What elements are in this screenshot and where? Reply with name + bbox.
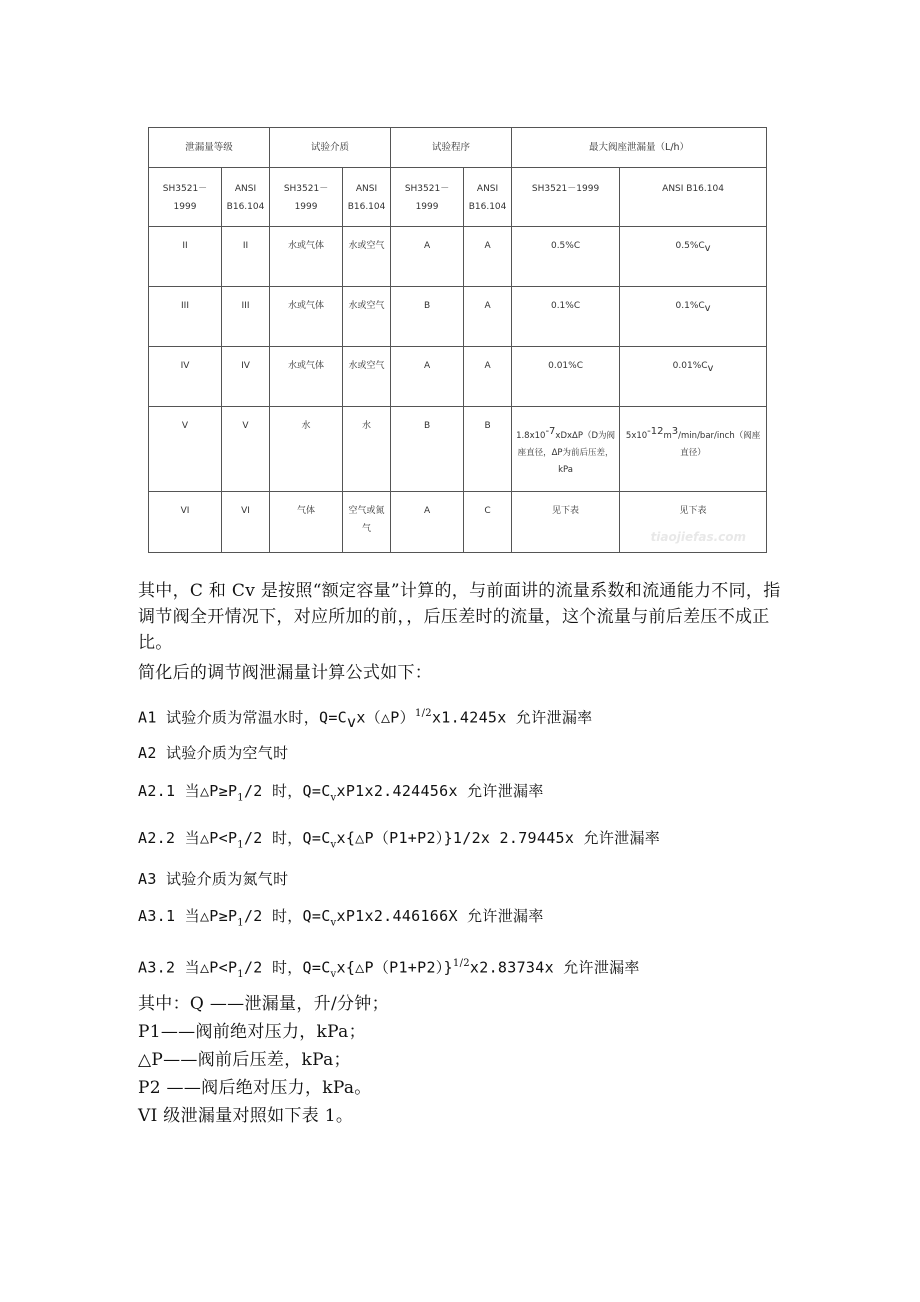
formula-part: /min/bar/inch（阀座直径） (678, 430, 761, 458)
cell-leak-ansi-text: 0.01%C (672, 361, 708, 371)
paragraph-formula-intro: 简化后的调节阀泄漏量计算公式如下： (138, 663, 433, 683)
cell-leak-ansi-text: 0.5%C (675, 241, 705, 251)
paragraph-vi-reference: VI 级泄漏量对照如下表 1。 (138, 1106, 354, 1126)
cell-leak-ansi (620, 407, 767, 492)
cell-procedure-ansi: A (464, 227, 512, 287)
cell-medium-sh: 水或气体 (270, 287, 343, 347)
cell-medium-ansi: 水或空气 (343, 347, 391, 407)
cell-procedure-sh: A (391, 227, 464, 287)
cell-procedure-sh: B (391, 287, 464, 347)
cell-medium-ansi: 空气或氮气 (343, 492, 391, 553)
subheader-ansi: ANSI B16.104 (343, 168, 391, 227)
cv-subscript: v (347, 713, 357, 732)
cell-medium-sh: 水或气体 (270, 347, 343, 407)
formula-exponent: 3 (671, 426, 679, 437)
subheader-row (149, 168, 767, 227)
header-procedure: 试验程序 (391, 128, 512, 168)
formula-subscript: 1 (237, 792, 244, 804)
header-medium: 试验介质 (270, 128, 391, 168)
cell-medium-ansi: 水 (343, 407, 391, 492)
cell-procedure-sh: A (391, 492, 464, 553)
cell-grade-sh: III (149, 287, 222, 347)
formula-part: 1.8x10 (516, 430, 546, 441)
cell-grade-ansi: III (222, 287, 270, 347)
formula-text: /2 时，Q=C (243, 958, 331, 977)
subheader-ansi: ANSI B16.104 (464, 168, 512, 227)
cv-subscript: v (330, 792, 337, 804)
formula-a2-2 (138, 827, 660, 856)
cell-leak-sh: 见下表 (512, 492, 620, 553)
formula-part: m (663, 430, 672, 441)
leakage-class-table (148, 127, 767, 553)
formula-subscript: 1 (237, 969, 244, 981)
cell-leak-ansi (620, 227, 767, 287)
subheader-sh: SH3521－1999 (391, 168, 464, 227)
formula-subscript: 1 (237, 839, 244, 851)
header-grade: 泄漏量等级 (149, 128, 270, 168)
formula-exponent: -12 (647, 426, 664, 437)
table-row (149, 347, 767, 407)
cell-grade-sh: VI (149, 492, 222, 553)
table-row (149, 227, 767, 287)
formula-exponent: 1/2 (414, 708, 432, 719)
formula-a3-2 (138, 953, 640, 986)
header-max-leak: 最大阀座泄漏量（L/h） (512, 128, 767, 168)
cell-grade-ansi: II (222, 227, 270, 287)
formula-text: /2 时，Q=C (243, 782, 331, 800)
cell-leak-sh: 0.1%C (512, 287, 620, 347)
formula-text: xP1x2.446166X 允许泄漏率 (336, 907, 544, 925)
formula-text: /2 时，Q=C (243, 907, 331, 925)
cell-grade-sh: V (149, 407, 222, 492)
cell-leak-ansi: 见下表 (620, 492, 767, 553)
cell-medium-ansi: 水或空气 (343, 287, 391, 347)
cell-procedure-ansi: A (464, 347, 512, 407)
cell-grade-ansi: IV (222, 347, 270, 407)
formula-text: A2.2 当△P<P (138, 829, 238, 847)
cell-medium-sh: 水或气体 (270, 227, 343, 287)
cell-procedure-ansi: C (464, 492, 512, 553)
subheader-ansi: ANSI B16.104 (620, 168, 767, 227)
formula-text: A3.2 当△P<P (138, 958, 238, 977)
table-row (149, 407, 767, 492)
formula-text: /2 时，Q=C (243, 829, 331, 847)
definition-delta-p: △P——阀前后压差，kPa； (138, 1050, 351, 1070)
cell-leak-sh (512, 407, 620, 492)
subheader-ansi: ANSI B16.104 (222, 168, 270, 227)
formula-text: x（△P） (356, 708, 415, 727)
heading-a2 (138, 742, 288, 764)
definition-p1: P1——阀前绝对压力，kPa； (138, 1022, 366, 1042)
cell-medium-sh: 气体 (270, 492, 343, 553)
cell-grade-sh: II (149, 227, 222, 287)
cell-grade-sh: IV (149, 347, 222, 407)
cell-procedure-ansi: A (464, 287, 512, 347)
cell-leak-ansi (620, 287, 767, 347)
definition-q: 其中：Q ——泄漏量，升/分钟； (138, 994, 389, 1014)
cell-leak-sh: 0.01%C (512, 347, 620, 407)
formula-part: xDxΔP（D为阀座直径，ΔP为前后压差，kPa (517, 430, 616, 475)
heading-text: A2 试验介质为空气时 (138, 744, 289, 762)
cell-leak-sh: 0.5%C (512, 227, 620, 287)
cell-grade-ansi: VI (222, 492, 270, 553)
cv-subscript: v (707, 362, 714, 374)
cv-subscript: v (330, 839, 337, 851)
formula-exponent: -7 (545, 426, 556, 437)
cv-subscript: v (704, 302, 711, 314)
cell-medium-ansi: 水或空气 (343, 227, 391, 287)
formula-a2-1 (138, 780, 544, 809)
heading-text: A3 试验介质为氮气时 (138, 870, 289, 888)
cell-procedure-sh: B (391, 407, 464, 492)
subheader-sh: SH3521－1999 (270, 168, 343, 227)
cv-subscript: v (704, 242, 711, 254)
paragraph-cv-explanation: 其中，C 和 Cv 是按照“额定容量”计算的，与前面讲的流量系数和流通能力不同，指 调节阀全开情况下，对应所加的前，，后压差时的流量，这个流量与前后差压不成正比。 (138, 581, 781, 653)
header-row (149, 128, 767, 168)
definition-p2: P2 ——阀后绝对压力，kPa。 (138, 1078, 372, 1098)
cv-subscript: v (330, 917, 337, 929)
formula-text: A2.1 当△P≥P (138, 782, 238, 800)
subheader-sh: SH3521－1999 (512, 168, 620, 227)
formula-subscript: 1 (237, 917, 244, 929)
cell-medium-sh: 水 (270, 407, 343, 492)
cell-leak-ansi (620, 347, 767, 407)
formula-text: A3.1 当△P≥P (138, 907, 238, 925)
cell-procedure-ansi: B (464, 407, 512, 492)
formula-a1 (138, 703, 592, 733)
subheader-sh: SH3521－1999 (149, 168, 222, 227)
formula-text: x{△P（P1+P2）} (336, 958, 453, 977)
formula-text: x2.83734x 允许泄漏率 (469, 958, 640, 977)
watermark: tiaojiefas.com (650, 530, 746, 544)
cell-procedure-sh: A (391, 347, 464, 407)
formula-text: x1.4245x 允许泄漏率 (431, 708, 593, 727)
table-row (149, 287, 767, 347)
formula-text: A1 试验介质为常温水时，Q=C (138, 708, 347, 727)
cell-grade-ansi: V (222, 407, 270, 492)
formula-part: 5x10 (625, 430, 648, 441)
leakage-table-figure (148, 127, 766, 552)
cell-leak-ansi-text: 0.1%C (675, 301, 705, 311)
heading-a3 (138, 868, 288, 890)
formula-a3-1 (138, 905, 544, 934)
formula-text: x{△P（P1+P2）}1/2x 2.79445x 允许泄漏率 (336, 829, 661, 847)
cv-subscript: v (330, 969, 337, 981)
formula-text: xP1x2.424456x 允许泄漏率 (336, 782, 544, 800)
formula-exponent: 1/2 (452, 958, 470, 969)
